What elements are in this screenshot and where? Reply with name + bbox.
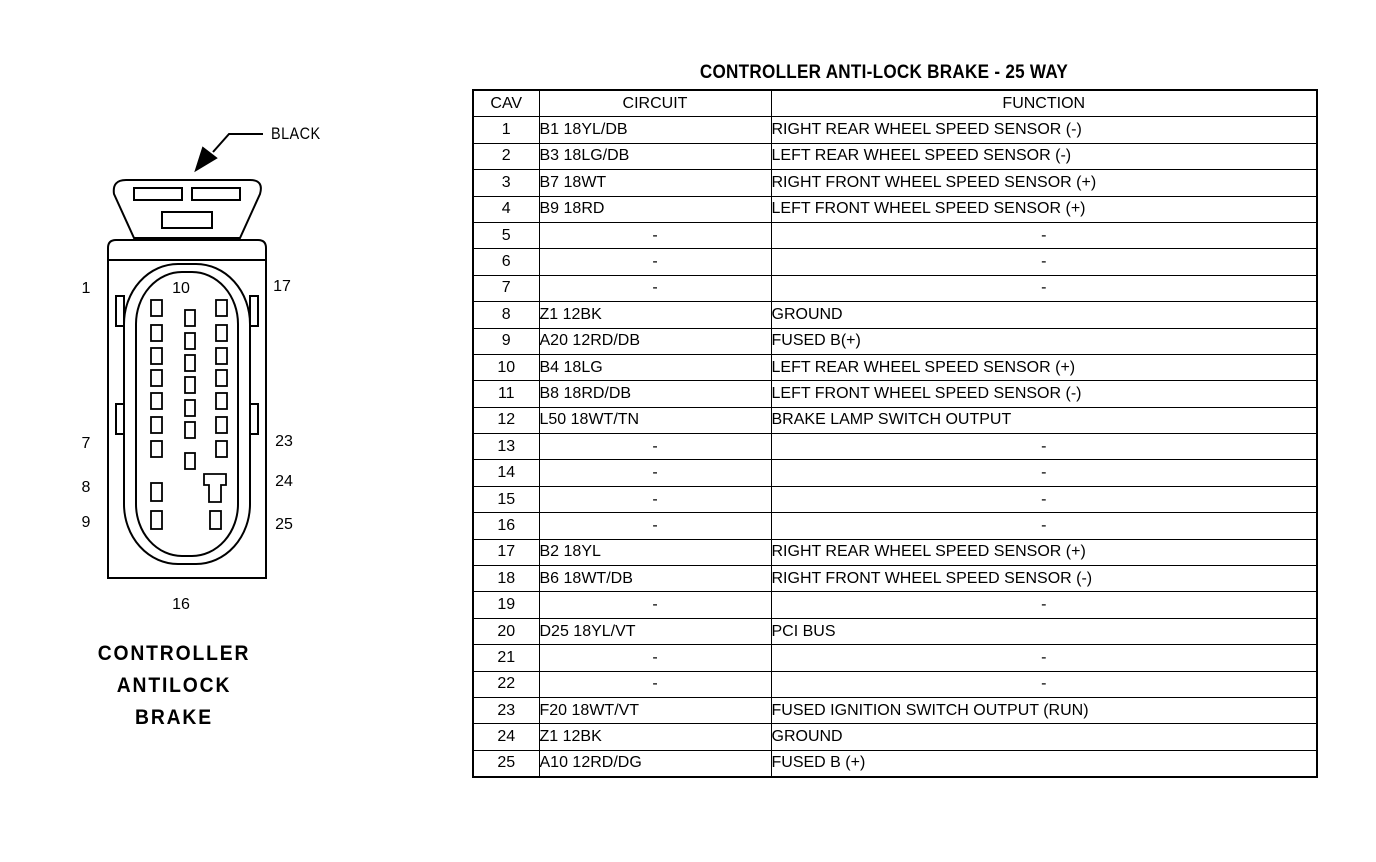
cell-circuit: - xyxy=(539,434,771,460)
header-circuit: CIRCUIT xyxy=(539,90,771,117)
connector-title xyxy=(60,638,288,734)
table-row xyxy=(473,249,1317,275)
cell-circuit: - xyxy=(539,671,771,697)
cell-function: FUSED B(+) xyxy=(771,328,1317,354)
cell-function: GROUND xyxy=(771,302,1317,328)
connector-cavity xyxy=(151,483,162,501)
cell-circuit: A20 12RD/DB xyxy=(539,328,771,354)
cell-cav: 11 xyxy=(473,381,539,407)
connector-cavity xyxy=(210,511,221,529)
cell-function: LEFT REAR WHEEL SPEED SENSOR (-) xyxy=(771,143,1317,169)
cell-cav: 25 xyxy=(473,750,539,777)
pin-label-1: 1 xyxy=(81,280,91,297)
connector-cavity xyxy=(151,417,162,433)
connector-cavity xyxy=(151,441,162,457)
table-body xyxy=(473,117,1317,777)
cell-cav: 8 xyxy=(473,302,539,328)
table-row xyxy=(473,750,1317,777)
connector-cavity xyxy=(185,310,195,326)
pin-label-9: 9 xyxy=(81,514,91,531)
cell-circuit: - xyxy=(539,249,771,275)
cell-function: RIGHT FRONT WHEEL SPEED SENSOR (+) xyxy=(771,170,1317,196)
cell-function: RIGHT REAR WHEEL SPEED SENSOR (+) xyxy=(771,539,1317,565)
cell-cav: 19 xyxy=(473,592,539,618)
cell-circuit: - xyxy=(539,460,771,486)
table-row xyxy=(473,222,1317,248)
table-row xyxy=(473,486,1317,512)
cell-function: RIGHT REAR WHEEL SPEED SENSOR (-) xyxy=(771,117,1317,143)
cell-circuit: - xyxy=(539,645,771,671)
black-arrow-leader xyxy=(213,134,263,152)
cell-cav: 6 xyxy=(473,249,539,275)
connector-cavity xyxy=(216,300,227,316)
pin-label-10: 10 xyxy=(172,280,190,297)
cell-function: - xyxy=(771,275,1317,301)
cell-circuit: D25 18YL/VT xyxy=(539,618,771,644)
cell-cav: 18 xyxy=(473,566,539,592)
cell-function: LEFT FRONT WHEEL SPEED SENSOR (-) xyxy=(771,381,1317,407)
pin-label-16: 16 xyxy=(172,596,190,613)
table-row xyxy=(473,381,1317,407)
right-rib-top xyxy=(250,296,258,326)
cell-cav: 14 xyxy=(473,460,539,486)
left-rib-top xyxy=(116,296,124,326)
cell-circuit: B3 18LG/DB xyxy=(539,143,771,169)
connector-cavity xyxy=(185,377,195,393)
cell-circuit: A10 12RD/DG xyxy=(539,750,771,777)
table-row xyxy=(473,460,1317,486)
connector-cavity xyxy=(151,511,162,529)
header-cav: CAV xyxy=(473,90,539,117)
connector-cavity xyxy=(216,348,227,364)
cell-circuit: Z1 12BK xyxy=(539,302,771,328)
table-row xyxy=(473,196,1317,222)
cell-function: FUSED B (+) xyxy=(771,750,1317,777)
connector-cavity xyxy=(185,453,195,469)
cell-cav: 23 xyxy=(473,697,539,723)
cell-function: LEFT FRONT WHEEL SPEED SENSOR (+) xyxy=(771,196,1317,222)
pin-label-7: 7 xyxy=(81,435,91,452)
cell-circuit: B9 18RD xyxy=(539,196,771,222)
cell-cav: 13 xyxy=(473,434,539,460)
connector-shroud-outer xyxy=(124,264,250,564)
latch-slot-right xyxy=(192,188,240,200)
cell-function: FUSED IGNITION SWITCH OUTPUT (RUN) xyxy=(771,697,1317,723)
cell-cav: 20 xyxy=(473,618,539,644)
cell-cav: 7 xyxy=(473,275,539,301)
table-row xyxy=(473,592,1317,618)
table-row xyxy=(473,434,1317,460)
cell-function: RIGHT FRONT WHEEL SPEED SENSOR (-) xyxy=(771,566,1317,592)
connector-title-line-2: ANTILOCK xyxy=(116,674,232,697)
cell-circuit: B8 18RD/DB xyxy=(539,381,771,407)
table-row xyxy=(473,275,1317,301)
cell-circuit: - xyxy=(539,513,771,539)
cell-function: - xyxy=(771,222,1317,248)
cell-function: - xyxy=(771,645,1317,671)
cell-circuit: - xyxy=(539,275,771,301)
table-row xyxy=(473,354,1317,380)
left-rib-bottom xyxy=(116,404,124,434)
pin-label-8: 8 xyxy=(81,479,91,496)
latch-slot-left xyxy=(134,188,182,200)
table-row xyxy=(473,539,1317,565)
table-row xyxy=(473,143,1317,169)
cell-function: LEFT REAR WHEEL SPEED SENSOR (+) xyxy=(771,354,1317,380)
cell-circuit: B6 18WT/DB xyxy=(539,566,771,592)
latch-window xyxy=(162,212,212,228)
connector-cavity xyxy=(151,393,162,409)
pin-label-25: 25 xyxy=(275,516,293,533)
connector-cavity xyxy=(151,325,162,341)
connector-key-cavity xyxy=(204,474,226,502)
cell-circuit: - xyxy=(539,222,771,248)
table-row xyxy=(473,513,1317,539)
connector-cavity xyxy=(185,333,195,349)
table-row xyxy=(473,407,1317,433)
header-function: FUNCTION xyxy=(771,90,1317,117)
table-row xyxy=(473,724,1317,750)
cell-circuit: B1 18YL/DB xyxy=(539,117,771,143)
table-header-row xyxy=(473,90,1317,117)
connector-cavity xyxy=(151,300,162,316)
cell-function: PCI BUS xyxy=(771,618,1317,644)
cell-circuit: B4 18LG xyxy=(539,354,771,380)
cell-function: GROUND xyxy=(771,724,1317,750)
cell-cav: 9 xyxy=(473,328,539,354)
connector-cavity xyxy=(216,325,227,341)
pin-label-23: 23 xyxy=(275,433,293,450)
table-row xyxy=(473,302,1317,328)
table-row xyxy=(473,170,1317,196)
cell-cav: 22 xyxy=(473,671,539,697)
table-row xyxy=(473,697,1317,723)
cell-cav: 3 xyxy=(473,170,539,196)
table-row xyxy=(473,618,1317,644)
connector-cavity xyxy=(151,348,162,364)
table-row xyxy=(473,645,1317,671)
cell-cav: 2 xyxy=(473,143,539,169)
cell-function: - xyxy=(771,249,1317,275)
connector-cavity xyxy=(185,355,195,371)
connector-cavity xyxy=(185,422,195,438)
cell-function: - xyxy=(771,513,1317,539)
right-rib-bottom xyxy=(250,404,258,434)
connector-cavity xyxy=(216,393,227,409)
cell-function: - xyxy=(771,592,1317,618)
connector-cavity xyxy=(185,400,195,416)
cell-cav: 16 xyxy=(473,513,539,539)
cell-cav: 17 xyxy=(473,539,539,565)
cell-circuit: L50 18WT/TN xyxy=(539,407,771,433)
cell-circuit: B2 18YL xyxy=(539,539,771,565)
connector-color-label: BLACK xyxy=(271,124,321,143)
cell-circuit: B7 18WT xyxy=(539,170,771,196)
cell-function: - xyxy=(771,671,1317,697)
pin-label-24: 24 xyxy=(275,473,293,490)
cell-function: BRAKE LAMP SWITCH OUTPUT xyxy=(771,407,1317,433)
connector-cavity xyxy=(151,370,162,386)
cell-cav: 24 xyxy=(473,724,539,750)
connector-cavity xyxy=(216,417,227,433)
connector-title-line-3: BRAKE xyxy=(135,706,213,729)
pinout-table xyxy=(472,89,1318,778)
cell-circuit: F20 18WT/VT xyxy=(539,697,771,723)
cell-circuit: - xyxy=(539,592,771,618)
table-row xyxy=(473,328,1317,354)
cell-function: - xyxy=(771,434,1317,460)
cell-circuit: - xyxy=(539,486,771,512)
cavity-grid xyxy=(151,300,227,529)
cell-function: - xyxy=(771,486,1317,512)
table-row xyxy=(473,566,1317,592)
connector-cavity xyxy=(216,370,227,386)
cell-cav: 1 xyxy=(473,117,539,143)
pin-label-17: 17 xyxy=(273,278,291,295)
cell-function: - xyxy=(771,460,1317,486)
cell-cav: 21 xyxy=(473,645,539,671)
cell-cav: 10 xyxy=(473,354,539,380)
table-title: CONTROLLER ANTI-LOCK BRAKE - 25 WAY xyxy=(699,62,1069,83)
cell-cav: 4 xyxy=(473,196,539,222)
cell-circuit: Z1 12BK xyxy=(539,724,771,750)
connector-cavity xyxy=(216,441,227,457)
table-row xyxy=(473,117,1317,143)
table-row xyxy=(473,671,1317,697)
cell-cav: 12 xyxy=(473,407,539,433)
connector-title-line-1: CONTROLLER xyxy=(97,642,251,665)
cell-cav: 15 xyxy=(473,486,539,512)
cell-cav: 5 xyxy=(473,222,539,248)
